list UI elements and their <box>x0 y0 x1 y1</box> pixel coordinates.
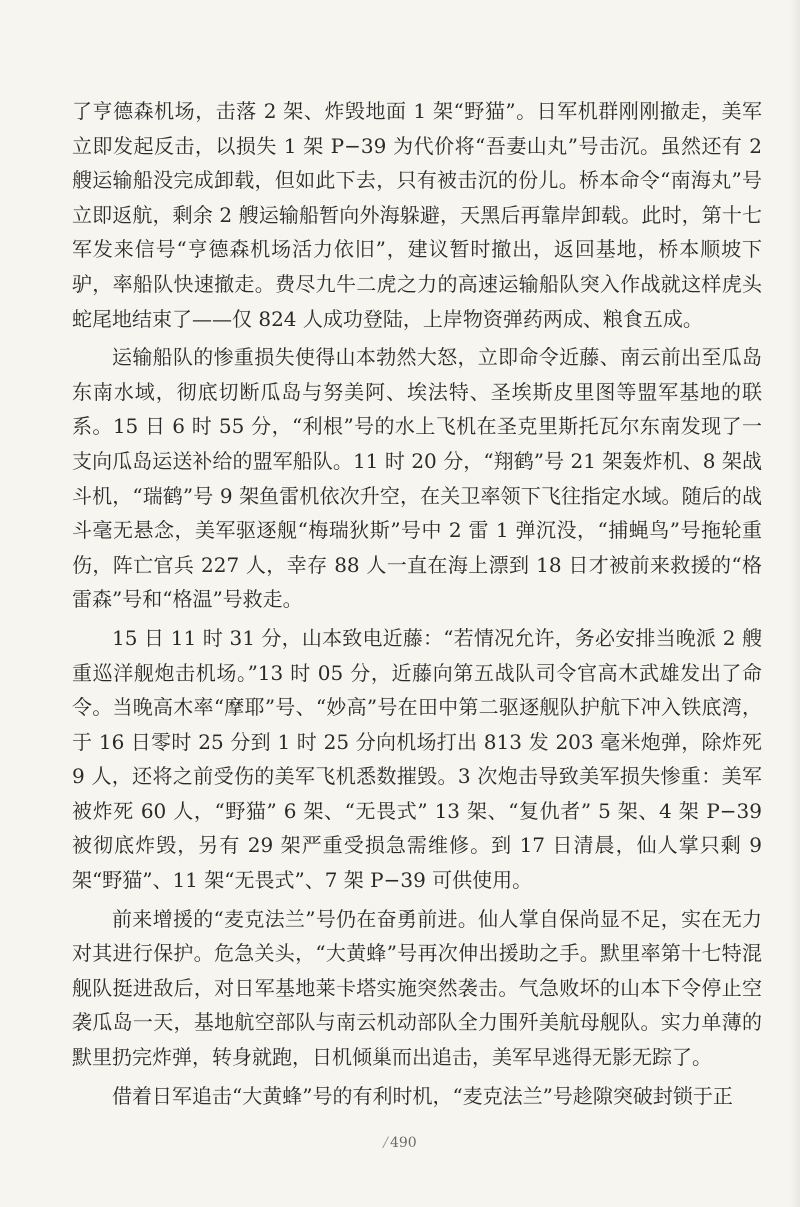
paragraph: 运输船队的惨重损失使得山本勃然大怒，立即命令近藤、南云前出至瓜岛东南水域，彻底切断瓜岛与努美阿、埃法特、圣埃斯皮里图等盟军基地的联系。15 日 6 时 55 分，“利根”号的水上飞机在圣克里斯托瓦尔东南发现了一支向瓜岛运送补给的盟军船队。11 时 20 分，“翔鹤”号 21 架轰炸机、8 架战斗机，“瑞鹤”号 9 架鱼雷机依次升空，在关卫率领下飞往指定水域。随后的战斗毫无悬念，美军驱逐舰“梅瑞狄斯”号中 2 雷 1 弹沉没，“捕蝇鸟”号拖轮重伤，阵亡官兵 227 人，幸存 88 人一直在海上漂到 18 日才被前来救援的“格雷森”号和“格温”号救走。 <box>72 345 762 612</box>
page-edge-shadow <box>790 0 800 1207</box>
page-number-slash-decoration: / <box>383 1135 388 1151</box>
body-text <box>72 94 762 1117</box>
paragraph: 借着日军追击“大黄蜂”号的有利时机，“麦克法兰”号趁隙突破封锁于正 <box>112 1083 733 1108</box>
paragraph: 前来增援的“麦克法兰”号仍在奋勇前进。仙人掌自保尚显不足，实在无力对其进行保护。危急关头，“大黄蜂”号再次伸出援助之手。默里率第十七特混舰队挺进敌后，对日军基地莱卡塔实施突然袭击。气急败坏的山本下令停止空袭瓜岛一天，基地航空部队与南云机动部队全力围歼美航母舰队。实力单薄的默里扔完炸弹，转身就跑，日机倾巢而出追击，美军早逃得无影无踪了。 <box>72 906 762 1070</box>
page-number-value: 490 <box>389 1135 417 1151</box>
paragraph-continued: 了亨德森机场，击落 2 架、炸毁地面 1 架“野猫”。日军机群刚刚撤走，美军立即发起反击，以损失 1 架 P−39 为代价将“吾妻山丸”号击沉。虽然还有 2 艘运输船没完成卸载，但如此下去，只有被击沉的份儿。桥本命令“南海丸”号立即返航，剩余 2 艘运输船暂向外海躲避，天黑后再靠岸卸载。此时，第十七军发来信号“亨德森机场活力依旧”，建议暂时撤出，返回基地，桥本顺坡下驴，率船队快速撤走。费尽九牛二虎之力的高速运输船队突入作战就这样虎头蛇尾地结束了——仅 824 人成功登陆，上岸物资弹药两成、粮食五成。 <box>72 99 762 331</box>
page-number <box>0 1135 800 1151</box>
paragraph: 15 日 11 时 31 分，山本致电近藤：“若情况允许，务必安排当晚派 2 艘重巡洋舰炮击机场。”13 时 05 分，近藤向第五战队司令官高木武雄发出了命令。当晚高木率“摩耶”号、“妙高”号在田中第二驱逐舰队护航下冲入铁底湾，于 16 日零时 25 分到 1 时 25 分向机场打出 813 发 203 毫米炮弹，除炸死 9 人，还将之前受伤的美军飞机悉数摧毁。3 次炮击导致美军损失惨重：美军被炸死 60 人，“野猫” 6 架、“无畏式” 13 架、“复仇者” 5 架、4 架 P−39 被彻底炸毁，另有 29 架严重受损急需维修。到 17 日清晨，仙人掌只剩 9 架“野猫”、11 架“无畏式”、7 架 P−39 可供使用。 <box>72 625 762 893</box>
